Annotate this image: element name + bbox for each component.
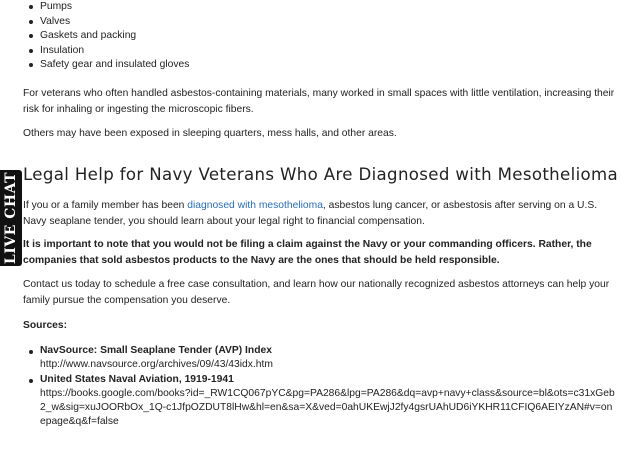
family-paragraph <box>23 198 615 230</box>
mesothelioma-diagnosis-link[interactable]: diagnosed with mesothelioma <box>187 200 323 211</box>
bullet-icon <box>29 49 33 53</box>
list-item <box>23 58 613 73</box>
bullet-icon <box>29 379 33 383</box>
source-title: United States Naval Aviation, 1919-1941 <box>40 373 234 385</box>
list-item-text: Valves <box>40 15 71 27</box>
list-item-text: Gaskets and packing <box>40 30 137 41</box>
list-item-text: Safety gear and insulated gloves <box>40 59 190 70</box>
important-paragraph: It is important to note that you would not be filing a claim against the Navy or your commanding officers. Rather, the companies that sold asbestos products to the Navy are the ones that should be held responsible. <box>23 239 592 266</box>
source-url: https://books.google.com/books?id=_RW1CQ067pYC&pg=PA286&lpg=PA286&dq=avp+navy+class&source=bl&ots=c31xGeb2_w&sig=xuJOORbOx_1Q-c1JfpOZDUT8lHw&hl=en&sa=X&ved=0ahUKEwjJ2fy4gsrUAhUD6iYKHR11CFIQ6AEIYzAN#v=onepage&q&f=false <box>40 387 615 428</box>
list-item-text: Insulation <box>40 44 85 56</box>
list-item <box>23 44 613 59</box>
family-text-after: , asbestos lung cancer, or asbestosis after serving on a U.S. Navy seaplane tender, you should learn about your legal right to financial compensation. <box>23 200 598 227</box>
others-paragraph: Others may have been exposed in sleeping quarters, mess halls, and other areas. <box>23 128 397 139</box>
list-item-text: Pumps <box>40 1 73 12</box>
source-title: NavSource: Small Seaplane Tender (AVP) Index <box>40 345 272 356</box>
sources-list <box>23 344 615 430</box>
section-heading: Legal Help for Navy Veterans Who Are Diagnosed with Mesothelioma <box>23 165 619 184</box>
family-text-before: If you or a family member has been <box>23 200 188 211</box>
source-item <box>23 373 615 430</box>
list-item <box>23 29 613 44</box>
veterans-paragraph: For veterans who often handled asbestos-containing materials, many worked in small spaces with little ventilation, increasing their risk for inhaling or ingesting the microscopic fibers. <box>23 88 615 115</box>
list-item <box>23 0 613 15</box>
bullet-icon <box>29 63 33 67</box>
bullet-icon <box>29 350 33 354</box>
live-chat-label: LIVE CHAT <box>3 171 19 265</box>
bullet-icon <box>29 5 33 9</box>
list-item <box>23 15 613 30</box>
sources-label: Sources: <box>23 320 68 331</box>
contact-paragraph: Contact us today to schedule a free case consultation, and learn how our nationally recognized asbestos attorneys can help your family pursue the compensation you deserve. <box>23 279 610 306</box>
bullet-icon <box>29 34 33 38</box>
article-content <box>23 0 619 428</box>
live-chat-button[interactable] <box>0 170 22 266</box>
source-item <box>23 344 615 373</box>
bullet-icon <box>29 20 33 24</box>
source-url: http://www.navsource.org/archives/09/43/43idx.htm <box>40 359 273 371</box>
equipment-list <box>23 0 613 73</box>
